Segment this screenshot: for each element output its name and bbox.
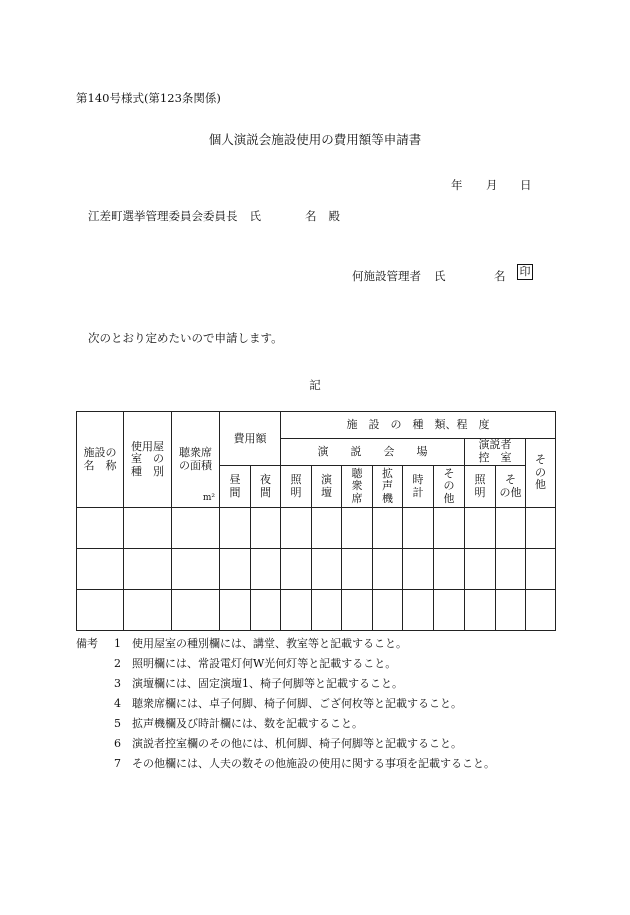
date-month: 月 [486, 178, 498, 192]
seal-mark: 印 [517, 264, 533, 280]
applicant-mei: 名 [494, 269, 506, 283]
facility-name-header: 施設の 名 称 [77, 412, 124, 508]
table-row [77, 508, 556, 549]
notes-section [76, 636, 495, 776]
note-item: 4 聴衆席欄には、卓子何脚、椅子何脚、ござ何枚等と記載すること。 [114, 697, 462, 710]
note-item: 5 拡声機欄及び時計欄には、数を記載すること。 [114, 717, 363, 730]
addressee-mei: 名 [305, 209, 317, 223]
seat-area-header: 聴衆席 の面積 m² [172, 412, 220, 508]
note-item: 備考 1 使用屋室の種別欄には、講堂、教室等と記載すること。 [76, 637, 407, 650]
waiting-room-other-header: そ の他 [496, 466, 526, 508]
addressee-shi: 氏 [249, 209, 261, 223]
date-day: 日 [520, 178, 532, 192]
audience-header: 聴 衆 席 [342, 466, 373, 508]
document-title: 個人演説会施設使用の費用額等申請書 [208, 132, 422, 147]
date-year: 年 [451, 178, 463, 192]
table-row [77, 590, 556, 631]
note-item: 6 演説者控室欄のその他には、机何脚、椅子何脚等と記載すること。 [114, 737, 462, 750]
table-row [77, 549, 556, 590]
room-type-header: 使用屋 室 の 種 別 [124, 412, 172, 508]
note-item: 2 照明欄には、常設電灯何W光何灯等と記載すること。 [114, 657, 397, 670]
fee-header: 費用額 [220, 412, 281, 466]
venue-header: 演 説 会 場 [281, 439, 465, 466]
ki-heading: 記 [309, 378, 321, 392]
note-item: 7 その他欄には、人夫の数その他施設の使用に関する事項を記載すること。 [114, 757, 495, 770]
waiting-room-header: 演説者 控 室 [465, 439, 526, 466]
form-number: 第140号様式(第123条関係) [76, 91, 221, 105]
night-header: 夜 間 [251, 466, 281, 508]
addressee [88, 208, 340, 224]
kind-degree-header: 施 設 の 種 類、程 度 [281, 412, 556, 439]
applicant-shi: 氏 [434, 269, 446, 283]
speaker-header: 拡 声 機 [373, 466, 403, 508]
stage-header: 演 壇 [312, 466, 342, 508]
note-item: 3 演壇欄には、固定演壇1、椅子何脚等と記載すること。 [114, 677, 403, 690]
other-header: そ の 他 [526, 439, 556, 508]
waiting-room-lighting-header: 照 明 [465, 466, 496, 508]
day-header: 昼 間 [220, 466, 251, 508]
notes-label: 備考 [76, 637, 98, 650]
applicant-title: 何施設管理者 [352, 269, 421, 283]
statement: 次のとおり定めたいので申請します。 [88, 331, 283, 345]
application-table [76, 411, 556, 631]
venue-other-header: そ の 他 [434, 466, 465, 508]
addressee-dono: 殿 [328, 209, 340, 223]
square-meter-unit: m² [202, 492, 215, 503]
lighting-header: 照 明 [281, 466, 312, 508]
clock-header: 時 計 [403, 466, 434, 508]
addressee-title: 江差町選挙管理委員会委員長 [88, 209, 238, 223]
